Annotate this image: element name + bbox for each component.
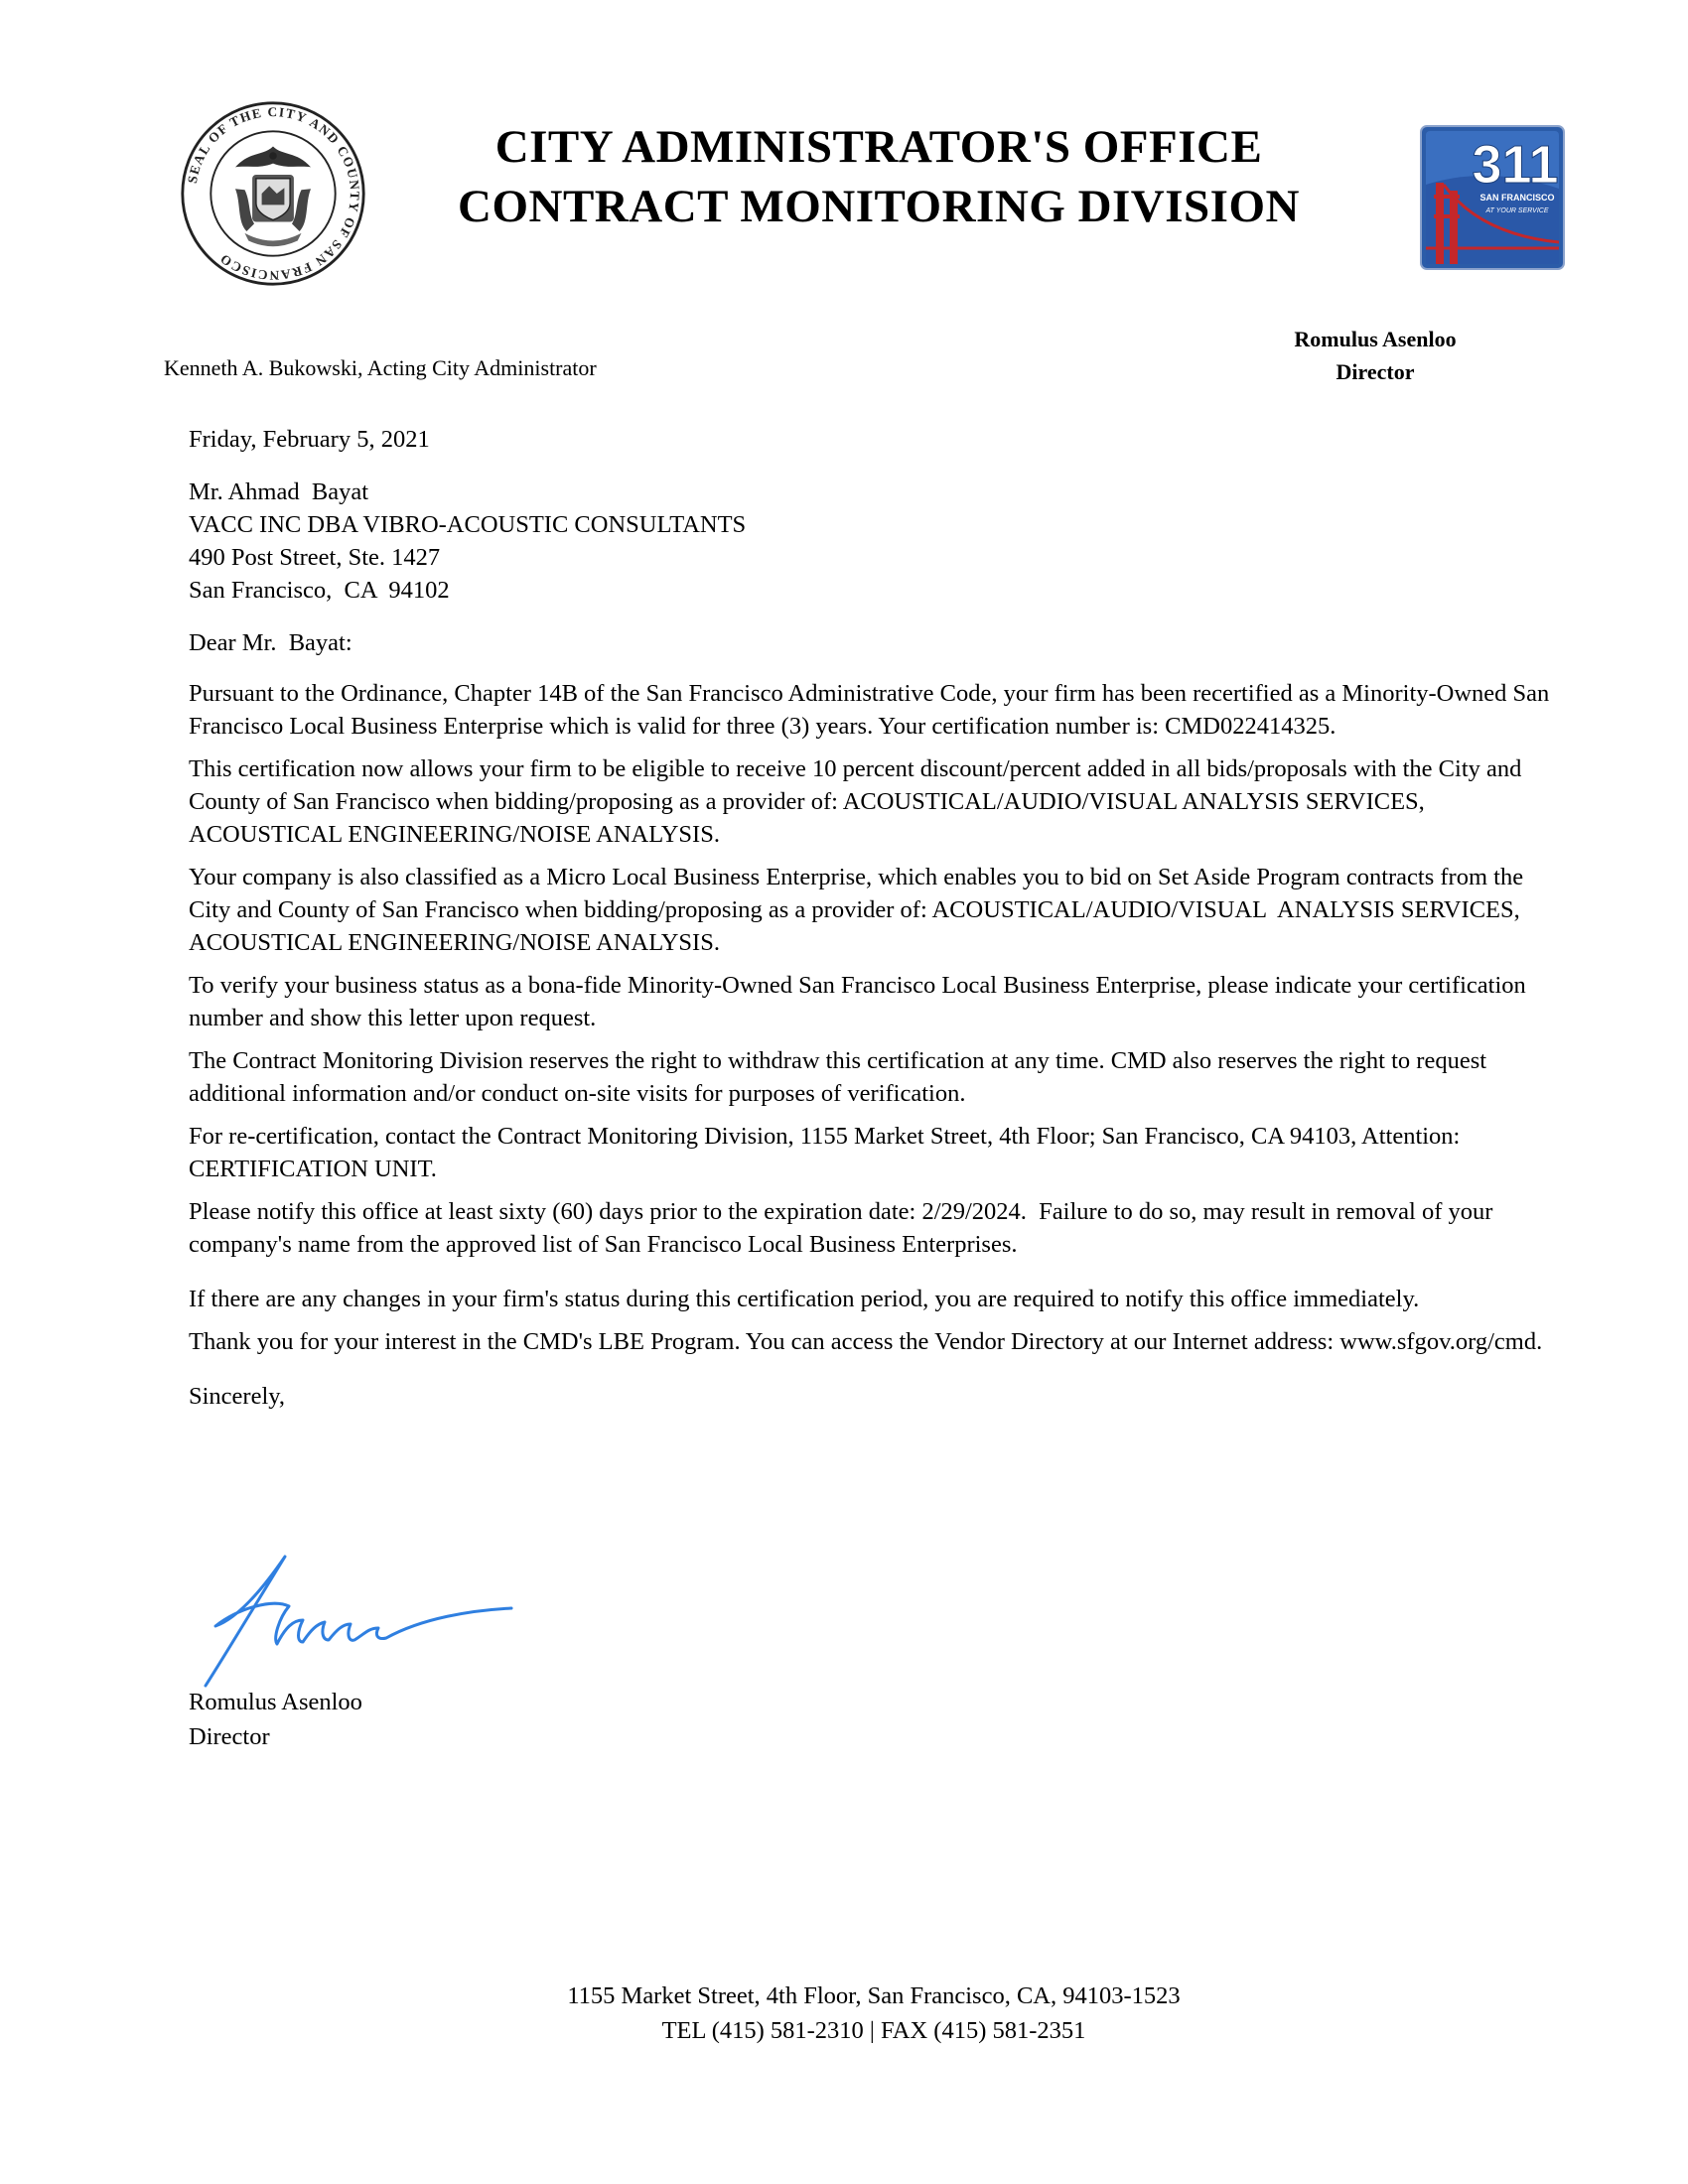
signer-block [189,1685,362,1754]
city-seal-logo [179,99,367,288]
logo-311-line2: AT YOUR SERVICE [1485,207,1549,214]
title-line-1: CITY ADMINISTRATOR'S OFFICE [494,121,1263,173]
recipient-address [189,476,1559,607]
title-line-2: CONTRACT MONITORING DIVISION [458,181,1300,232]
salutation: Dear Mr. Bayat: [189,629,352,656]
paragraph-changes: If there are any changes in your firm's status during this certification period, you are required to notify this office immediately. [189,1286,1420,1312]
letterhead-title [377,117,1380,236]
sf311-logo [1420,125,1565,270]
paragraph-discount: This certification now allows your firm to be eligible to receive 10 percent discount/percent added in all bids/proposals with the City and County of San Francisco when bidding/proposing as a provider of: ACOUSTICAL/AUDIO/VISUAL ANALYSIS SERVICES, ACOUSTICAL ENGINEERING/NOISE ANALYSIS. [189,755,1522,848]
footer-contact: TEL (415) 581-2310 | FAX (415) 581-2351 [661,2017,1086,2044]
director-name: Romulus Asenloo [1294,327,1457,351]
signer-name: Romulus Asenloo [189,1689,362,1715]
footer-address: 1155 Market Street, 4th Floor, San Francisco, CA, 94103-1523 [567,1982,1181,2009]
logo-311-line1: SAN FRANCISCO [1479,193,1555,203]
letter-date: Friday, February 5, 2021 [189,426,430,453]
paragraph-withdraw: The Contract Monitoring Division reserves the right to withdraw this certification at any time. CMD also reserves the right to request additional information and/or conduct on-site visits for purposes of verification. [189,1047,1487,1107]
director-title: Director [1336,359,1415,384]
acting-administrator: Kenneth A. Bukowski, Acting City Administrator [164,355,597,380]
paragraph-thank-you: Thank you for your interest in the CMD's LBE Program. You can access the Vendor Directory at our Internet address: www.sfgov.org/cmd. [189,1328,1543,1355]
closing: Sincerely, [189,1383,286,1410]
recipient-company: VACC INC DBA VIBRO-ACOUSTIC CONSULTANTS [189,511,747,538]
signer-title: Director [189,1723,270,1750]
paragraph-recertification: For re-certification, contact the Contract Monitoring Division, 1155 Market Street, 4th Floor; San Francisco, CA 94103, Attention: CERTIFICATION UNIT. [189,1123,1461,1182]
recipient-street: 490 Post Street, Ste. 1427 [189,544,441,571]
recipient-name: Mr. Ahmad Bayat [189,478,369,505]
letter-body [189,423,1559,1413]
seal-text: SEAL OF THE CITY AND COUNTY OF SAN FRANCISCO [184,104,363,283]
director-block [1236,323,1514,388]
paragraph-expiration: Please notify this office at least sixty (60) days prior to the expiration date: 2/29/2024. Failure to do so, may result in removal of your company's name from the approved list of San Francisco Local Business Enterprises. [189,1198,1499,1258]
handwritten-signature [194,1549,521,1698]
logo-311-number: 311 [1472,135,1559,195]
paragraph-micro-lbe: Your company is also classified as a Micro Local Business Enterprise, which enables you to bid on Set Aside Program contracts from the City and County of San Francisco when bidding/proposing as a provider of: ACOUSTICAL/AUDIO/VISUAL ANALYSIS SERVICES, ACOUSTICAL ENGINEERING/NOISE ANALYSIS. [189,864,1530,956]
paragraph-verify: To verify your business status as a bona-fide Minority-Owned San Francisco Local Business Enterprise, please indicate your certification number and show this letter upon request. [189,972,1526,1031]
letter-footer [0,1979,1688,2048]
paragraph-certification: Pursuant to the Ordinance, Chapter 14B of the San Francisco Administrative Code, your firm has been recertified as a Minority-Owned San Francisco Local Business Enterprise which is valid for three (3) years. Your certification number is: CMD022414325. [189,680,1550,740]
recipient-city: San Francisco, CA 94102 [189,577,450,604]
